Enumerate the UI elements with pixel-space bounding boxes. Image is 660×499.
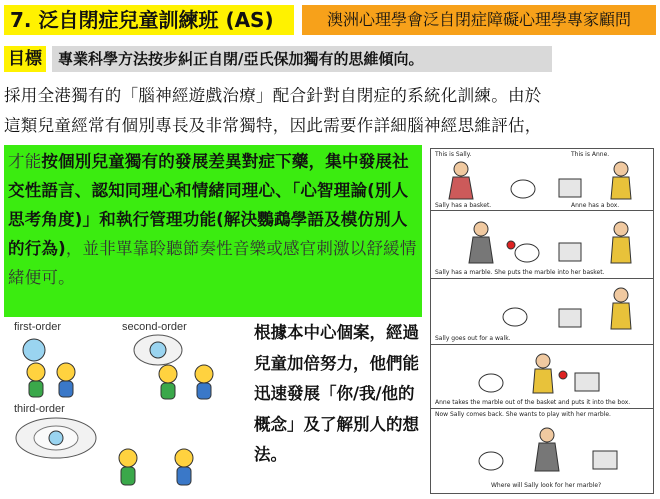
intro-line-2: 這類兒童經常有個別專長及非常獨特，因此需要作詳細腦神經思維評估， [4, 116, 542, 135]
third-order-label: third-order [14, 403, 65, 415]
intro-line-1: 採用全港獨有的「腦神經遊戲治療」配合針對自閉症的系統化訓練。由於 [4, 86, 542, 105]
panel1-left-caption: This is Sally. [435, 151, 472, 158]
third-order-figures [16, 418, 193, 485]
panel5-top-caption: Now Sally comes back. She wants to play with her marble. [435, 411, 611, 418]
case-paragraph: 根據本中心個案，經過兒童加倍努力，他們能迅速發展「你/我/他的概念」及了解別人的想法。 [254, 323, 419, 464]
strip-panel-2 [431, 211, 653, 279]
panel1-right-bottom-caption: Anne has a box. [571, 202, 620, 209]
highlight-paragraph [4, 145, 422, 317]
highlight-bold-text: 按個別兒童獨有的發展差異對症下藥，集中發展社交性語言、認知同理心和情緒同理心、「心智理論(別人思考角度)」和執行管理功能(解決鸚鵡學語及模仿別人的行為) [8, 152, 409, 258]
panel2-caption: Sally has a marble. She puts the marble into her basket. [435, 269, 605, 276]
panel4-caption: Anne takes the marble out of the basket and puts it into the box. [435, 399, 631, 406]
panel3-illustration [431, 283, 653, 335]
panel4-illustration [431, 349, 653, 399]
second-order-label: second-order [122, 321, 187, 333]
second-order-figures [134, 335, 213, 399]
panel3-caption: Sally goes out for a walk. [435, 335, 511, 342]
panel5-caption: Where will Sally look for her marble? [491, 482, 602, 489]
intro-paragraph [4, 81, 654, 141]
theory-of-mind-diagram [8, 318, 258, 496]
panel1-right-caption: This is Anne. [571, 151, 610, 158]
first-order-label: first-order [14, 321, 62, 333]
sally-anne-strip [430, 148, 654, 494]
organization-banner: 澳洲心理學會泛自閉症障礙心理學專家顧問 [302, 5, 656, 35]
panel1-left-bottom-caption: Sally has a basket. [435, 202, 492, 209]
strip-panel-3 [431, 279, 653, 345]
strip-panel-1 [431, 149, 653, 211]
strip-panel-5 [431, 409, 653, 493]
first-order-figures [23, 339, 75, 397]
highlight-suffix: ，並非單靠聆聽節奏性音樂或感官刺激以舒緩情緒便可。 [8, 239, 417, 287]
goal-text: 專業科學方法按步糾正自閉/亞氏保加獨有的思維傾向。 [52, 46, 552, 72]
highlight-prefix: 才能 [8, 152, 42, 171]
strip-panel-4 [431, 345, 653, 409]
panel1-illustration [431, 157, 653, 203]
page-title: 7. 泛自閉症兒童訓練班 (AS) [4, 5, 294, 35]
goal-label: 目標 [4, 46, 46, 72]
panel2-illustration [431, 215, 653, 269]
panel5-illustration [431, 419, 653, 479]
